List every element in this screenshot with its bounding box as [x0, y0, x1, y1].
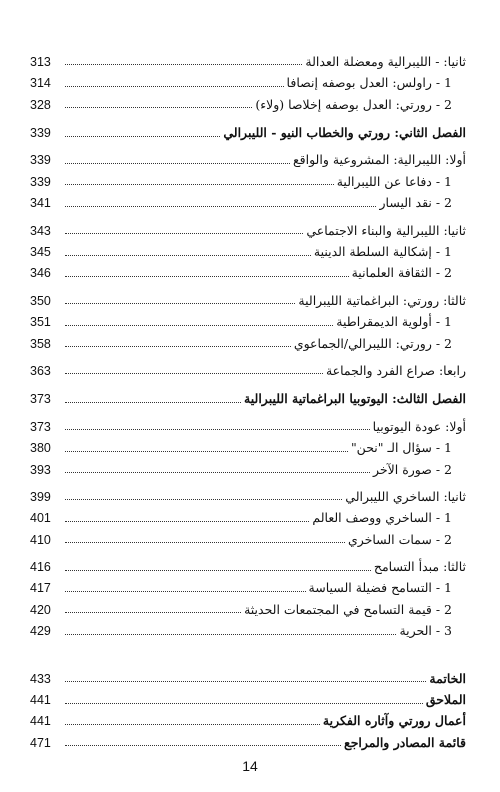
toc-group-part2 [30, 47, 466, 111]
toc-entry-sub [30, 188, 466, 209]
toc-entry-page: 339 [30, 174, 51, 189]
toc-entry-title: 2 - سمات الساخري [347, 531, 452, 547]
toc-entry-page: 373 [30, 419, 51, 434]
toc-entry-page: 399 [30, 489, 51, 504]
dot-leader [65, 372, 323, 374]
toc-entry-sub [30, 259, 466, 280]
dot-leader [65, 135, 220, 137]
dot-leader [65, 106, 252, 108]
dot-leader [65, 205, 376, 207]
toc-entry-section [30, 146, 466, 167]
toc-entry-back [30, 664, 466, 685]
toc-entry-back [30, 728, 466, 749]
toc-entry-title: أولا: الليبرالية: المشروعية والواقع [293, 152, 466, 168]
toc-entry-title: ثانيا: الساخري الليبرالي [345, 488, 466, 504]
dot-leader [65, 680, 426, 682]
toc-entry-sub [30, 595, 466, 616]
dot-leader [65, 345, 291, 347]
toc-entry-page: 358 [30, 336, 51, 351]
toc-entry-title: ثالثا: مبدأ التسامح [373, 559, 466, 575]
dot-leader [65, 520, 309, 522]
toc-entry-sub [30, 433, 466, 454]
dot-leader [65, 85, 284, 87]
toc-entry-title: 2 - قيمة التسامح في المجتمعات الحديثة [244, 601, 452, 617]
toc-group-chapter2 [30, 118, 466, 377]
toc-entry-title: أولا: عودة اليوتوبيا [372, 418, 466, 434]
dot-leader [65, 569, 371, 571]
dot-leader [65, 254, 311, 256]
dot-leader [65, 471, 370, 473]
toc-entry-back [30, 707, 466, 728]
toc-entry-title: 3 - الحرية [399, 623, 452, 639]
toc-entry-page: 416 [30, 560, 51, 575]
toc-entry-sub [30, 167, 466, 188]
toc-entry-title: ثانيا: الليبرالية والبناء الاجتماعي [306, 222, 466, 238]
toc-entry-page: 350 [30, 293, 51, 308]
toc-entry-title: ثانيا: - الليبرالية ومعضلة العدالة [305, 53, 466, 69]
dot-leader [65, 744, 341, 746]
toc-entry-sub [30, 90, 466, 111]
toc-entry-title: 2 - نقد اليسار [379, 195, 452, 211]
toc-entry-page: 380 [30, 441, 51, 456]
toc-entry-page: 441 [30, 714, 51, 729]
toc-entry-page: 346 [30, 266, 51, 281]
toc-entry-page: 313 [30, 54, 51, 69]
toc-entry-title: 1 - أولوية الديمقراطية [336, 314, 452, 330]
table-of-contents [30, 47, 466, 749]
toc-entry-title: ثالثا: رورتي: البراغماتية الليبرالية [298, 292, 466, 308]
toc-entry-title: 1 - راولس: العدل بوصفه إنصافا [286, 75, 452, 91]
toc-entry-page: 433 [30, 671, 51, 686]
page-number: 14 [242, 758, 258, 774]
toc-entry-sub [30, 237, 466, 258]
toc-entry-page: 417 [30, 581, 51, 596]
toc-entry-title: 1 - الساخري ووصف العالم [312, 510, 452, 526]
dot-leader [65, 162, 290, 164]
dot-leader [65, 183, 334, 185]
toc-entry-page: 471 [30, 735, 51, 750]
toc-entry-section [30, 216, 466, 237]
toc-group-back-matter [30, 664, 466, 750]
toc-entry-sub [30, 525, 466, 546]
toc-entry-title: 1 - التسامح فضيلة السياسة [308, 580, 452, 596]
toc-entry-page: 343 [30, 223, 51, 238]
toc-entry-title: رابعا: صراع الفرد والجماعة [325, 362, 466, 378]
toc-entry-title: الملاحق [425, 692, 466, 708]
toc-entry-page: 314 [30, 76, 51, 91]
toc-entry-title: أعمال رورتي وآثاره الفكرية [322, 713, 466, 729]
toc-entry-title: الفصل الثاني: رورتي والخطاب النيو - الليبرالي [223, 125, 466, 141]
toc-entry-page: 429 [30, 624, 51, 639]
dot-leader [65, 275, 349, 277]
dot-leader [65, 702, 423, 704]
dot-leader [65, 428, 370, 430]
toc-entry-sub [30, 455, 466, 476]
toc-entry-title: 2 - صورة الآخر [373, 461, 452, 477]
toc-entry-section [30, 286, 466, 307]
toc-entry-page: 363 [30, 363, 51, 378]
toc-entry-page: 441 [30, 693, 51, 708]
toc-entry-sub [30, 68, 466, 89]
dot-leader [65, 324, 333, 326]
dot-leader [65, 302, 295, 304]
toc-entry-title: 2 - رورتي: العدل بوصفه إخلاصا (ولاء) [255, 96, 452, 112]
dot-leader [65, 541, 345, 543]
toc-entry-back [30, 685, 466, 706]
dot-leader [65, 611, 241, 613]
toc-entry-sub [30, 503, 466, 524]
dot-leader [65, 63, 302, 65]
toc-entry-title: الخاتمة [429, 670, 466, 686]
toc-entry-chapter [30, 118, 466, 139]
toc-entry-title: قائمة المصادر والمراجع [344, 734, 466, 750]
toc-entry-sub [30, 574, 466, 595]
toc-entry-section [30, 482, 466, 503]
toc-entry-page: 328 [30, 97, 51, 112]
toc-entry-title: 2 - رورتي: الليبرالي/الجماعوي [293, 335, 452, 351]
toc-entry-page: 410 [30, 532, 51, 547]
toc-entry-title: 1 - دفاعا عن الليبرالية [336, 173, 452, 189]
toc-entry-sub [30, 616, 466, 637]
dot-leader [65, 232, 303, 234]
toc-entry-page: 339 [30, 153, 51, 168]
toc-entry-section [30, 412, 466, 433]
dot-leader [65, 401, 241, 403]
toc-entry-sub [30, 329, 466, 350]
toc-entry-title: 1 - إشكالية السلطة الدينية [313, 244, 452, 260]
dot-leader [65, 450, 348, 452]
dot-leader [65, 498, 342, 500]
toc-entry-sub [30, 307, 466, 328]
toc-entry-section [30, 552, 466, 573]
toc-group-chapter3 [30, 384, 466, 637]
toc-entry-title: 1 - سؤال الـ "نحن" [350, 440, 452, 456]
toc-entry-page: 373 [30, 392, 51, 407]
toc-entry-page: 420 [30, 602, 51, 617]
toc-entry-page: 393 [30, 462, 51, 477]
toc-entry-title: الفصل الثالث: اليوتوبيا البراغماتية الليبرالية [244, 391, 466, 407]
toc-entry-page: 345 [30, 245, 51, 260]
toc-entry-section [30, 47, 466, 68]
dot-leader [65, 723, 320, 725]
toc-entry-section [30, 356, 466, 377]
dot-leader [65, 590, 306, 592]
toc-entry-title: 2 - الثقافة العلمانية [351, 265, 452, 281]
toc-entry-page: 401 [30, 511, 51, 526]
toc-entry-chapter [30, 384, 466, 405]
dot-leader [65, 633, 396, 635]
toc-entry-page: 351 [30, 315, 51, 330]
toc-entry-page: 341 [30, 196, 51, 211]
toc-entry-page: 339 [30, 126, 51, 141]
